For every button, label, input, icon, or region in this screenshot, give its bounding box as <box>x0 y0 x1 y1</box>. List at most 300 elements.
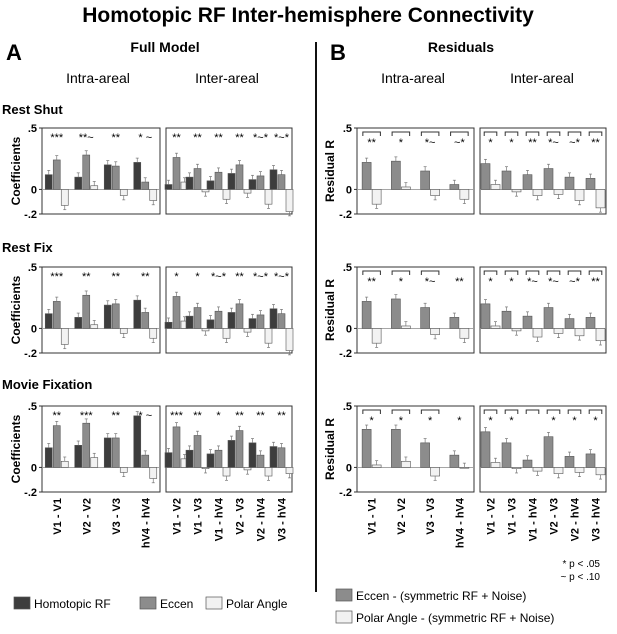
bar-pa-r0-intra-g3-s2 <box>150 189 157 200</box>
y-tick-label: .5 <box>27 401 37 413</box>
bar-pb-r2-intra-g0-s0 <box>362 429 371 467</box>
significance-marker: ** <box>172 132 181 144</box>
legend-panel-a <box>14 597 288 611</box>
y-tick-label: .5 <box>27 123 37 135</box>
bar-pa-r1-intra-g1-s2 <box>91 325 98 329</box>
x-tick-label: V3 - V3 <box>110 498 123 535</box>
bar-pa-r2-inter-g2-s0 <box>207 454 214 468</box>
legend-panel-b <box>336 589 554 625</box>
bar-pa-r0-inter-g2-s1 <box>215 172 222 189</box>
bar-pa-r1-intra-g3-s2 <box>150 328 157 338</box>
bar-pb-r1-intra-g2-s0 <box>421 308 430 329</box>
bar-pa-r1-inter-g2-s1 <box>215 311 222 328</box>
bar-pa-r2-inter-g2-s2 <box>223 467 230 476</box>
bar-pb-r2-inter-g5-s1 <box>596 467 605 474</box>
plot-frame <box>480 406 606 492</box>
panel-a-inter-label: Inter-areal <box>195 70 259 86</box>
bar-pa-r1-intra-g3-s0 <box>134 300 141 328</box>
bar-pa-r0-intra-g3-s1 <box>142 182 149 189</box>
bar-pb-r1-inter-g4-s0 <box>565 319 574 329</box>
row-label-rest-fix: Rest Fix <box>2 240 53 255</box>
y-tick-label: 0 <box>345 323 352 336</box>
significance-marker: * <box>509 137 514 149</box>
bar-pa-r2-intra-g2-s0 <box>104 438 111 467</box>
bar-pa-r0-intra-g0-s2 <box>61 189 68 205</box>
x-tick-label: V1 - V2 <box>171 498 184 535</box>
significance-marker: * <box>195 271 200 283</box>
significance-marker: * <box>457 415 462 427</box>
comparison-bracket <box>484 132 497 136</box>
significance-marker: * <box>593 415 598 427</box>
axes-pa-r0-inter <box>165 128 293 216</box>
y-axis-label: Coefficients <box>9 136 23 206</box>
panel-b-title: Residuals <box>427 39 495 55</box>
significance-marker: * <box>551 415 556 427</box>
comparison-bracket <box>392 132 410 136</box>
significance-marker: ** <box>367 137 376 149</box>
bar-pa-r0-inter-g3-s0 <box>228 173 235 189</box>
bar-pb-r0-intra-g0-s1 <box>372 189 381 204</box>
axes-pa-r2-intra <box>9 401 160 499</box>
significance-marker: ** <box>277 410 286 422</box>
y-tick-label: .5 <box>342 123 352 135</box>
axes-pb-r2-intra <box>323 401 474 499</box>
significance-marker: *~ <box>548 137 559 149</box>
axes-pb-r0-intra <box>323 123 474 221</box>
bar-pa-r2-inter-g2-s1 <box>215 450 222 467</box>
x-tick-label: V1 - V3 <box>192 498 205 535</box>
bar-pa-r2-inter-g4-s2 <box>265 467 272 476</box>
bar-pa-r1-inter-g3-s1 <box>236 304 243 329</box>
y-tick-label: -.2 <box>339 209 352 221</box>
bar-pa-r0-inter-g2-s2 <box>223 189 230 199</box>
bar-pb-r2-inter-g0-s0 <box>481 432 490 468</box>
significance-marker: * ~ <box>138 410 153 422</box>
comparison-bracket <box>363 132 381 136</box>
bar-pa-r1-inter-g4-s1 <box>257 315 264 329</box>
bar-pa-r1-inter-g1-s1 <box>194 308 201 329</box>
bar-pb-r0-inter-g2-s1 <box>533 189 542 195</box>
x-tick-label: V2 - V2 <box>395 498 408 535</box>
significance-marker: ** <box>214 132 223 144</box>
legend-a-swatch-1 <box>140 597 156 609</box>
bar-pb-r2-inter-g1-s0 <box>502 443 511 468</box>
significance-marker: ** <box>111 132 121 144</box>
significance-marker: *~ <box>424 276 436 288</box>
bar-pa-r1-inter-g0-s1 <box>173 296 180 328</box>
legend-a-swatch-0 <box>14 597 30 609</box>
bar-pb-r1-intra-g3-s0 <box>450 317 459 328</box>
significance-marker: ** <box>528 137 537 149</box>
significance-marker: * <box>398 276 404 288</box>
comparison-bracket <box>451 132 469 136</box>
bar-pb-r1-inter-g2-s1 <box>533 328 542 337</box>
bar-pa-r2-intra-g0-s2 <box>61 461 68 467</box>
comparison-bracket <box>392 271 410 275</box>
comparison-bracket <box>568 132 581 136</box>
bar-pa-r0-inter-g4-s1 <box>257 176 264 190</box>
bar-pa-r2-intra-g3-s2 <box>150 467 157 478</box>
legend-b-swatch-1 <box>336 611 352 623</box>
bar-pa-r1-inter-g5-s0 <box>270 309 277 329</box>
bar-pa-r2-intra-g2-s2 <box>120 467 127 472</box>
significance-marker: ** <box>591 137 600 149</box>
panel-a-letter: A <box>6 40 22 65</box>
significance-marker: ** <box>111 410 121 422</box>
legend-b-swatch-0 <box>336 589 352 601</box>
significance-marker: * <box>216 410 221 422</box>
bar-pa-r2-intra-g0-s1 <box>53 426 60 468</box>
bar-pa-r0-inter-g2-s0 <box>207 181 214 190</box>
bar-pa-r0-intra-g1-s0 <box>75 177 82 189</box>
bar-pa-r2-inter-g4-s1 <box>257 455 264 467</box>
bar-pb-r2-inter-g4-s1 <box>575 467 584 472</box>
bar-pa-r1-inter-g3-s0 <box>228 312 235 328</box>
significance-marker: *~* <box>274 132 289 144</box>
y-axis-label: Residual R <box>323 139 337 203</box>
bar-pa-r0-intra-g1-s2 <box>91 186 98 190</box>
y-tick-label: 0 <box>30 323 37 336</box>
y-axis-label: Coefficients <box>9 275 23 345</box>
significance-marker: ** <box>140 271 150 283</box>
bar-pb-r1-inter-g1-s1 <box>512 328 521 330</box>
significance-marker: ** <box>81 271 91 283</box>
comparison-bracket <box>392 410 410 414</box>
bar-pa-r1-inter-g1-s0 <box>186 316 193 328</box>
significance-marker: * <box>174 271 179 283</box>
row-label-rest-shut: Rest Shut <box>2 102 63 117</box>
comparison-bracket <box>421 271 439 275</box>
significance-marker: *~* <box>253 271 268 283</box>
legend-a-label-2: Polar Angle <box>226 597 288 611</box>
row-label-movie-fixation: Movie Fixation <box>2 377 93 392</box>
bar-pa-r0-inter-g1-s0 <box>186 177 193 189</box>
bar-pa-r2-inter-g3-s1 <box>236 431 243 468</box>
bar-pb-r0-inter-g5-s0 <box>586 178 595 189</box>
significance-marker: ~* <box>569 137 580 149</box>
bar-pb-r0-inter-g5-s1 <box>596 189 605 207</box>
bar-pa-r0-inter-g4-s0 <box>249 180 256 190</box>
comparison-bracket <box>505 410 518 414</box>
significance-marker: *~ <box>424 137 436 149</box>
legend-b-label-0: Eccen - (symmetric RF + Noise) <box>356 589 527 603</box>
axes-pb-r1-intra <box>323 262 474 360</box>
significance-marker: *** <box>79 410 93 422</box>
significance-marker: ** <box>111 271 121 283</box>
comparison-bracket <box>421 132 439 136</box>
bar-pb-r0-intra-g1-s1 <box>401 187 410 189</box>
y-tick-label: 0 <box>345 462 352 475</box>
chart-axes <box>9 123 606 499</box>
bar-pa-r0-inter-g0-s0 <box>165 185 172 190</box>
panel-b-intra-label: Intra-areal <box>381 70 445 86</box>
panel-b-inter-label: Inter-areal <box>510 70 574 86</box>
comparison-bracket <box>363 410 381 414</box>
bar-pb-r0-intra-g1-s0 <box>391 161 400 189</box>
significance-marker: *~* <box>274 271 289 283</box>
bar-pb-r0-inter-g3-s1 <box>554 189 563 194</box>
significance-marker: *** <box>170 410 183 422</box>
comparison-bracket <box>589 410 602 414</box>
significance-marker: *~ <box>548 276 559 288</box>
bar-pb-r1-inter-g1-s0 <box>502 311 511 328</box>
bar-pa-r1-inter-g1-s2 <box>202 328 209 330</box>
comparison-bracket <box>589 271 602 275</box>
y-tick-label: -.2 <box>24 348 37 360</box>
bar-pa-r2-inter-g3-s2 <box>244 467 251 469</box>
y-axis-label: Coefficients <box>9 414 23 484</box>
bar-pb-r0-inter-g2-s0 <box>523 175 532 190</box>
axes-pb-r1-inter <box>480 267 606 353</box>
figure-title: Homotopic RF Inter-hemisphere Connectivity <box>82 4 534 27</box>
bar-pb-r2-intra-g0-s1 <box>372 465 381 467</box>
bar-pb-r2-intra-g2-s0 <box>421 443 430 468</box>
bar-pb-r1-intra-g0-s1 <box>372 328 381 343</box>
bar-pa-r2-intra-g3-s0 <box>134 416 141 468</box>
significance-marker: * <box>488 415 493 427</box>
axes-pa-r0-intra <box>9 123 160 221</box>
panel-b-letter: B <box>330 40 346 65</box>
bar-pa-r0-intra-g0-s1 <box>53 160 60 189</box>
y-tick-label: .5 <box>27 262 37 274</box>
significance-marker: * <box>509 276 514 288</box>
comparison-bracket <box>363 271 381 275</box>
significance-marker: * <box>488 137 493 149</box>
bar-pa-r2-intra-g1-s1 <box>83 423 90 467</box>
axes-pb-r2-inter <box>480 406 606 492</box>
bar-pa-r2-intra-g2-s1 <box>112 438 119 467</box>
bar-pa-r2-inter-g1-s1 <box>194 435 201 467</box>
comparison-bracket <box>526 410 539 414</box>
y-axis-label: Residual R <box>323 417 337 481</box>
x-category-labels <box>52 497 603 548</box>
bar-pa-r1-intra-g0-s1 <box>53 301 60 328</box>
significance-marker: *~* <box>211 271 226 283</box>
plot-frame <box>480 128 606 214</box>
bar-pa-r0-inter-g5-s1 <box>278 175 285 190</box>
axes-pa-r1-intra <box>9 262 160 360</box>
bar-pb-r2-intra-g1-s0 <box>391 429 400 467</box>
significance-marker: *** <box>50 271 64 283</box>
significance-marker: ** <box>256 410 265 422</box>
bar-pa-r0-intra-g0-s0 <box>45 175 52 190</box>
bar-pa-r1-inter-g0-s0 <box>165 322 172 328</box>
comparison-bracket <box>568 271 581 275</box>
bar-pb-r0-inter-g4-s1 <box>575 189 584 200</box>
bar-pb-r2-intra-g2-s1 <box>431 467 440 476</box>
significance-marker: **~ <box>78 132 94 144</box>
x-tick-label: V1 - V2 <box>485 498 498 535</box>
significance-marker: ** <box>591 276 600 288</box>
significance-note-p10: ~ p < .10 <box>560 572 600 583</box>
x-tick-label: V2 - V3 <box>234 498 247 535</box>
y-tick-label: 0 <box>30 462 37 475</box>
bar-pb-r2-inter-g0-s1 <box>491 463 500 468</box>
bar-pb-r0-inter-g3-s0 <box>544 169 553 190</box>
bar-pa-r1-intra-g1-s0 <box>75 317 82 328</box>
bar-pb-r1-intra-g1-s0 <box>391 299 400 328</box>
x-tick-label: V1 - V1 <box>51 498 64 535</box>
x-tick-label: V1 - hV4 <box>527 498 540 542</box>
x-tick-label: V2 - hV4 <box>255 498 268 542</box>
bar-pb-r1-inter-g5-s1 <box>596 328 605 340</box>
bar-pb-r2-inter-g3-s1 <box>554 467 563 473</box>
significance-marker: *~ <box>527 276 538 288</box>
bar-pa-r2-intra-g3-s1 <box>142 455 149 467</box>
bar-pa-r2-inter-g5-s0 <box>270 447 277 468</box>
significance-marker: ** <box>235 410 244 422</box>
bar-pb-r2-inter-g4-s0 <box>565 456 574 467</box>
significance-marker: * <box>398 137 404 149</box>
comparison-bracket <box>526 271 539 275</box>
panel-a-title: Full Model <box>130 39 200 55</box>
bar-pa-r0-inter-g5-s2 <box>286 189 293 211</box>
bar-pb-r2-intra-g1-s1 <box>401 461 410 467</box>
x-tick-label: V2 - hV4 <box>569 498 582 542</box>
x-tick-label: hV4 - hV4 <box>454 498 467 549</box>
legend-a-label-1: Eccen <box>160 597 194 611</box>
significance-marker: ** <box>52 410 62 422</box>
bar-pb-r2-inter-g2-s0 <box>523 460 532 467</box>
bar-pb-r1-intra-g3-s1 <box>460 328 469 338</box>
x-tick-label: V2 - V2 <box>81 498 94 535</box>
bar-pb-r0-inter-g0-s0 <box>481 164 490 190</box>
bar-pb-r1-intra-g1-s1 <box>401 326 410 328</box>
bar-pa-r1-intra-g3-s1 <box>142 312 149 328</box>
bar-pa-r0-inter-g4-s2 <box>265 189 272 204</box>
significance-marker: *** <box>50 132 64 144</box>
comparison-bracket <box>484 410 497 414</box>
bar-pb-r2-inter-g3-s0 <box>544 437 553 468</box>
legend-b-label-1: Polar Angle - (symmetric RF + Noise) <box>356 611 555 625</box>
bar-pb-r0-inter-g4-s0 <box>565 177 574 189</box>
bar-pa-r1-inter-g4-s0 <box>249 319 256 329</box>
bar-pb-r1-inter-g5-s0 <box>586 317 595 328</box>
plot-frame <box>480 267 606 353</box>
bar-pb-r0-inter-g1-s1 <box>512 189 521 191</box>
bar-pa-r0-intra-g1-s1 <box>83 155 90 189</box>
x-tick-label: hV4 - hV4 <box>140 498 153 549</box>
bar-pb-r1-inter-g2-s0 <box>523 316 532 328</box>
bar-pb-r1-intra-g2-s1 <box>431 328 440 334</box>
bar-pa-r2-inter-g5-s1 <box>278 448 285 468</box>
significance-marker: ** <box>193 132 202 144</box>
bar-pa-r1-inter-g2-s2 <box>223 328 230 338</box>
comparison-bracket <box>568 410 581 414</box>
bar-pb-r1-inter-g0-s0 <box>481 304 490 329</box>
bar-pa-r0-inter-g3-s1 <box>236 165 243 190</box>
bar-pa-r1-intra-g1-s1 <box>83 295 90 328</box>
bar-pb-r1-inter-g4-s1 <box>575 328 584 335</box>
comparison-bracket <box>484 271 497 275</box>
x-tick-label: V1 - hV4 <box>213 498 226 542</box>
bar-pa-r2-inter-g3-s0 <box>228 440 235 467</box>
significance-marker: ** <box>367 276 376 288</box>
bar-pa-r2-inter-g4-s0 <box>249 443 256 468</box>
bar-pa-r2-intra-g0-s0 <box>45 448 52 468</box>
y-tick-label: 0 <box>345 184 352 197</box>
significance-marker: * <box>488 276 493 288</box>
bar-pa-r1-inter-g2-s0 <box>207 320 214 329</box>
significance-marker: ** <box>235 271 244 283</box>
bar-pb-r0-intra-g2-s0 <box>421 171 430 189</box>
significance-marker: ** <box>193 410 202 422</box>
bar-pb-r1-inter-g3-s1 <box>554 328 563 333</box>
comparison-bracket <box>526 132 539 136</box>
legend-a-swatch-2 <box>206 597 222 609</box>
comparison-bracket <box>589 132 602 136</box>
comparison-bracket <box>547 410 560 414</box>
significance-marker: ** <box>455 276 464 288</box>
comparison-bracket <box>421 410 439 414</box>
axes-pb-r0-inter <box>480 128 606 214</box>
bar-pa-r0-inter-g3-s2 <box>244 189 251 193</box>
bar-pb-r1-inter-g3-s0 <box>544 308 553 329</box>
bar-pb-r0-intra-g0-s0 <box>362 162 371 189</box>
bar-pa-r1-intra-g0-s0 <box>45 314 52 329</box>
bar-pb-r2-intra-g3-s1 <box>460 467 469 468</box>
significance-marker: * <box>369 415 374 427</box>
significance-marker: ~* <box>569 276 580 288</box>
x-tick-label: V3 - hV4 <box>590 498 603 542</box>
bar-pa-r0-intra-g3-s0 <box>134 162 141 189</box>
comparison-bracket <box>547 271 560 275</box>
comparison-bracket <box>505 271 518 275</box>
bar-pa-r1-inter-g5-s1 <box>278 314 285 329</box>
y-tick-label: 0 <box>30 184 37 197</box>
axes-pa-r2-inter <box>165 406 293 492</box>
significance-marker: * <box>509 415 514 427</box>
x-tick-label: V3 - V3 <box>425 498 438 535</box>
significance-marker: *~* <box>253 132 268 144</box>
bar-pa-r0-inter-g5-s0 <box>270 170 277 190</box>
bar-pa-r2-intra-g1-s0 <box>75 445 82 467</box>
y-axis-label: Residual R <box>323 278 337 342</box>
significance-marker: * <box>398 415 404 427</box>
bar-pb-r0-intra-g2-s1 <box>431 189 440 195</box>
bar-pb-r2-inter-g5-s0 <box>586 454 595 468</box>
comparison-bracket <box>505 132 518 136</box>
panel-a-intra-label: Intra-areal <box>66 70 130 86</box>
x-tick-label: V1 - V1 <box>366 498 379 535</box>
y-tick-label: -.2 <box>24 209 37 221</box>
bar-pa-r2-inter-g0-s1 <box>173 427 180 468</box>
bar-pa-r0-intra-g2-s0 <box>104 165 111 190</box>
bar-pa-r1-intra-g0-s2 <box>61 328 68 344</box>
bar-pa-r1-intra-g2-s1 <box>112 304 119 329</box>
bar-pa-r0-intra-g2-s1 <box>112 166 119 189</box>
y-tick-label: .5 <box>342 262 352 274</box>
bar-pa-r0-inter-g1-s2 <box>202 189 209 191</box>
bar-pa-r1-intra-g2-s0 <box>104 305 111 328</box>
x-tick-label: V1 - V3 <box>506 498 519 535</box>
bar-pa-r1-inter-g5-s2 <box>286 328 293 350</box>
bar-pb-r0-inter-g0-s1 <box>491 185 500 190</box>
x-tick-label: V3 - hV4 <box>276 498 289 542</box>
significance-marker: ** <box>235 132 244 144</box>
x-tick-label: V2 - V3 <box>548 498 561 535</box>
bar-pb-r2-inter-g1-s1 <box>512 467 521 468</box>
bar-pb-r0-inter-g1-s0 <box>502 171 511 189</box>
bar-pa-r1-intra-g2-s2 <box>120 328 127 333</box>
bar-pa-r2-inter-g5-s2 <box>286 467 293 473</box>
significance-marker: ~* <box>454 137 465 149</box>
y-tick-label: -.2 <box>24 487 37 499</box>
bar-pa-r0-inter-g1-s1 <box>194 169 201 190</box>
legend-a-label-0: Homotopic RF <box>34 597 111 611</box>
bar-pb-r2-intra-g3-s0 <box>450 455 459 467</box>
significance-marker: * ~ <box>138 132 153 144</box>
